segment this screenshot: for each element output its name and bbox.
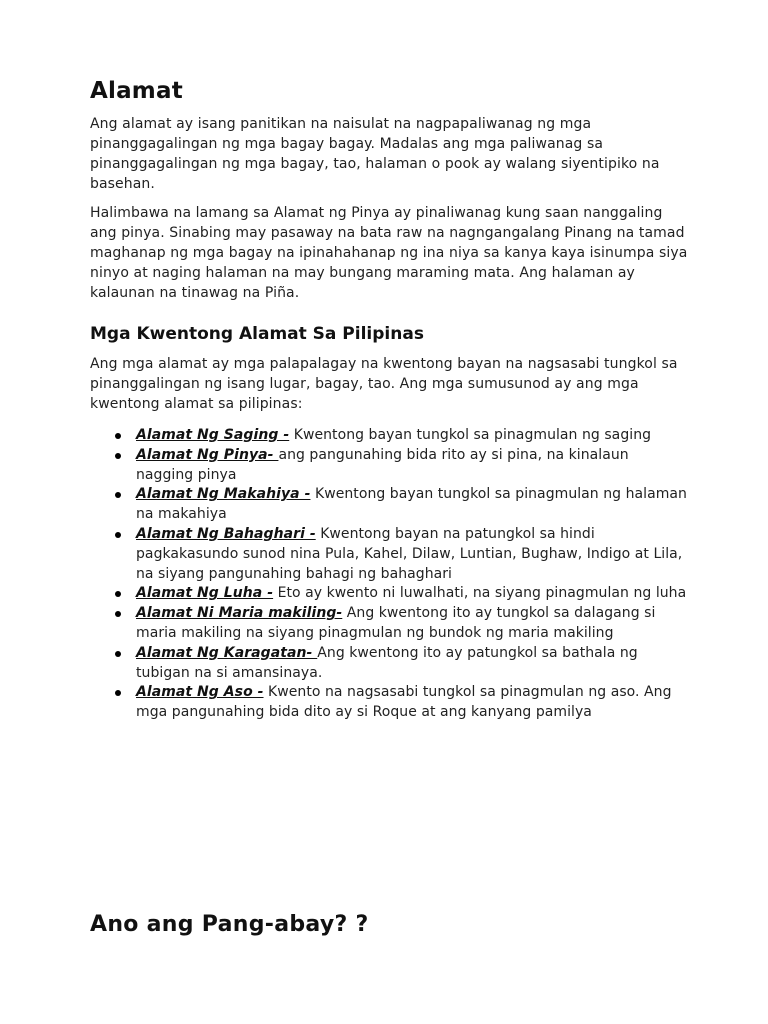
legend-title: Alamat Ng Aso - — [136, 684, 264, 701]
page-title: Alamat — [90, 78, 183, 104]
bullet-icon — [115, 532, 121, 538]
list-item — [136, 644, 690, 684]
section-intro: Ang mga alamat ay mga palapalagay na kwentong bayan na nagsasabi tungkol sa pinanggalingan ng isang lugar, bagay, tao. Ang mga sumusunod ay ang mga kwentong alamat sa pilipinas: — [90, 356, 678, 412]
list-item — [136, 683, 690, 723]
list-item — [136, 446, 690, 486]
legend-title: Alamat Ng Pinya- — [136, 446, 279, 463]
bullet-icon — [115, 433, 121, 439]
bullet-icon — [115, 651, 121, 657]
legend-title: Alamat Ng Bahaghari - — [136, 525, 316, 542]
legend-description: Kwentong bayan tungkol sa pinagmulan ng halaman na makahiya — [136, 486, 687, 523]
legend-title: Alamat Ng Saging - — [136, 427, 290, 443]
legend-description: Ang kwentong ito ay tungkol sa dalagang si maria makiling na siyang pinagmulan ng bundok ng maria makiling — [136, 605, 656, 641]
legend-title: Alamat Ng Karagatan- — [136, 644, 318, 661]
legend-title: Alamat Ni Maria makiling- — [136, 605, 343, 622]
list-item — [136, 584, 690, 604]
legend-description: Kwento na nagsasabi tungkol sa pinagmulan ng aso. Ang mga pangunahing bida dito ay si Roque at ang kanyang pamilya — [136, 684, 672, 721]
section-heading: Mga Kwentong Alamat Sa Pilipinas — [90, 324, 424, 344]
bullet-icon — [115, 453, 121, 459]
intro-paragraph-1: Ang alamat ay isang panitikan na naisulat na nagpapaliwanag ng mga pinanggagalingan ng mga bagay bagay. Madalas ang mga paliwanag sa pinanggagalingan ng mga bagay, tao, halaman o pook ay walang siyentipiko na basehan. — [90, 116, 660, 192]
legend-description: Kwentong bayan tungkol sa pinagmulan ng saging — [289, 427, 652, 443]
legend-description: Eto ay kwento ni luwalhati, na siyang pinagmulan ng luha — [273, 585, 687, 602]
intro-paragraph-2: Halimbawa na lamang sa Alamat ng Pinya ay pinaliwanag kung saan nanggaling ang pinya. Sinabing may pasaway na bata raw na nagngangalang Pinang na tamad maghanap ng mga bagay na ipinahahanap ng ina niya sa kanya kaya isinumpa siya ninyo at naging halaman na may bungang maraming mata. Ang halaman ay kalaunan na tinawag na Piña. — [90, 205, 688, 301]
bullet-icon — [115, 591, 121, 597]
document-content — [90, 78, 690, 723]
legend-description: ang pangunahing bida rito ay si pina, na kinalaun nagging pinya — [136, 446, 629, 483]
list-item — [136, 604, 690, 644]
list-item — [136, 485, 690, 525]
legend-title: Alamat Ng Makahiya - — [136, 486, 311, 503]
list-item — [136, 426, 690, 446]
legend-list — [90, 426, 690, 723]
legend-description: Ang kwentong ito ay patungkol sa bathala ng tubigan na si amansinaya. — [136, 644, 638, 681]
bullet-icon — [115, 611, 121, 617]
list-item — [136, 525, 690, 584]
bullet-icon — [115, 492, 121, 498]
legend-title: Alamat Ng Luha - — [136, 585, 274, 602]
legend-description: Kwentong bayan na patungkol sa hindi pagkakasundo sunod nina Pula, Kahel, Dilaw, Luntian, Bughaw, Indigo at Lila, na siyang pangunahing bahagi ng bahaghari — [136, 525, 683, 582]
next-section-heading: Ano ang Pang-abay? ? — [90, 912, 369, 937]
bullet-icon — [115, 690, 121, 696]
